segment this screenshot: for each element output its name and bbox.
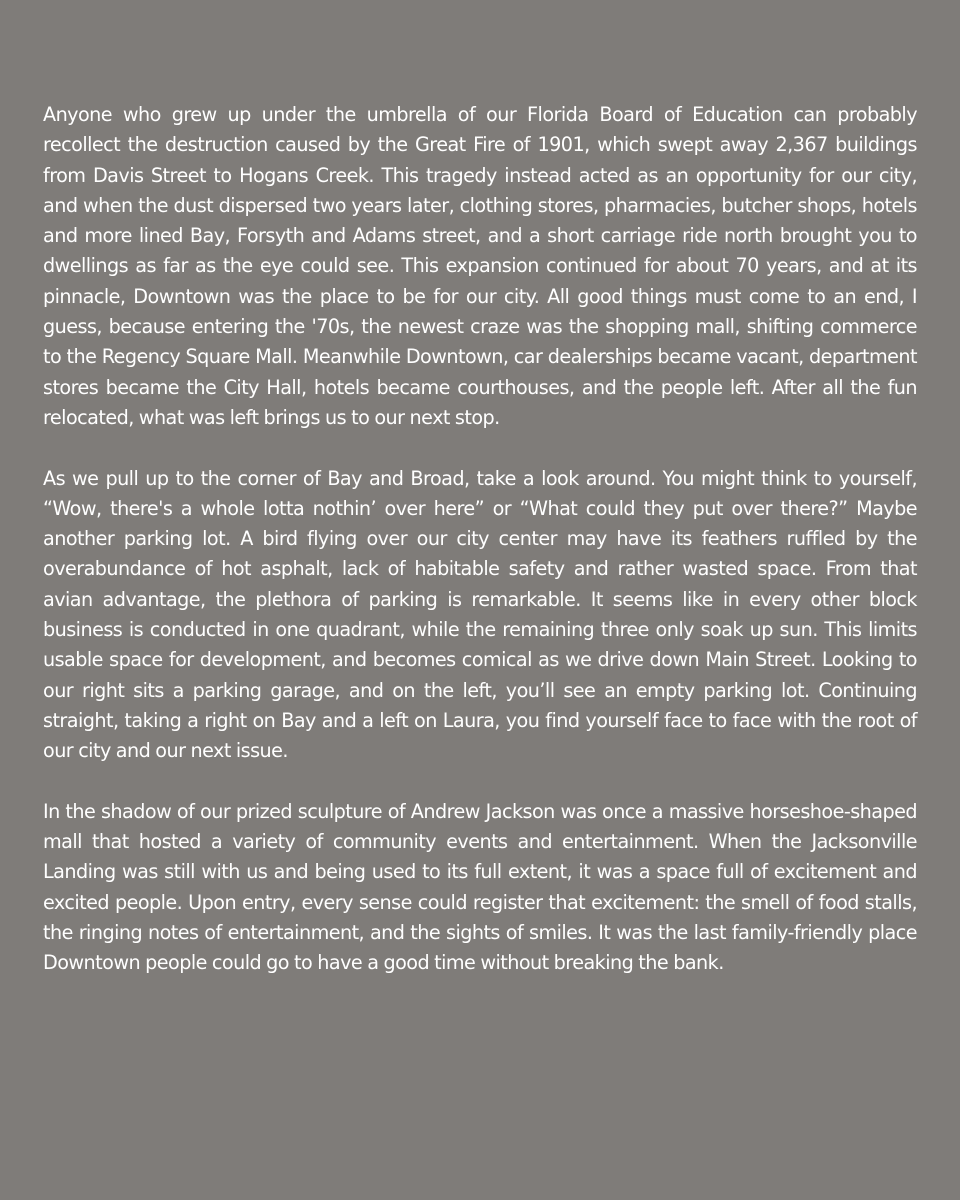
paragraph-jacksonville-landing: In the shadow of our prized sculpture of Andrew Jackson was once a massive horseshoe-shaped mall that hosted a variety of community events and entertainment. When the Jacksonville Landing was still with us and being used to its full extent, it was a space full of excitement and excited people. Upon entry, every sense could register that excitement: the smell of food stalls, the ringing notes of entertainment, and the sights of smiles. It was the last family-friendly place Downtown people could go to have a good time without breaking the bank. (43, 799, 917, 975)
paragraph-parking-lots: As we pull up to the corner of Bay and Broad, take a look around. You might think to yourself, “Wow, there's a whole lotta nothin’ over here” or “What could they put over there?” Maybe another parking lot. A bird flying over our city center may have its feathers ruffled by the overabundance of hot asphalt, lack of habitable safety and rather wasted space. From that avian advantage, the plethora of parking is remarkable. It seems like in every other block business is conducted in one quadrant, while the remaining three only soak up sun. This limits usable space for development, and becomes comical as we drive down Main Street. Looking to our right sits a parking garage, and on the left, you’ll see an empty parking lot. Continuing straight, taking a right on Bay and a left on Laura, you find yourself face to face with the root of our city and our next issue. (43, 466, 917, 763)
article-body (43, 100, 917, 979)
paragraph-great-fire-history: Anyone who grew up under the umbrella of our Florida Board of Education can probably recollect the destruction caused by the Great Fire of 1901, which swept away 2,367 buildings from Davis Street to Hogans Creek. This tragedy instead acted as an opportunity for our city, and when the dust dispersed two years later, clothing stores, pharmacies, butcher shops, hotels and more lined Bay, Forsyth and Adams street, and a short carriage ride north brought you to dwellings as far as the eye could see. This expansion continued for about 70 years, and at its pinnacle, Downtown was the place to be for our city. All good things must come to an end, I guess, because entering the '70s, the newest craze was the shopping mall, shifting commerce to the Regency Square Mall. Meanwhile Downtown, car dealerships became vacant, department stores became the City Hall, hotels became courthouses, and the people left. After all the fun relocated, what was left brings us to our next stop. (43, 103, 917, 429)
